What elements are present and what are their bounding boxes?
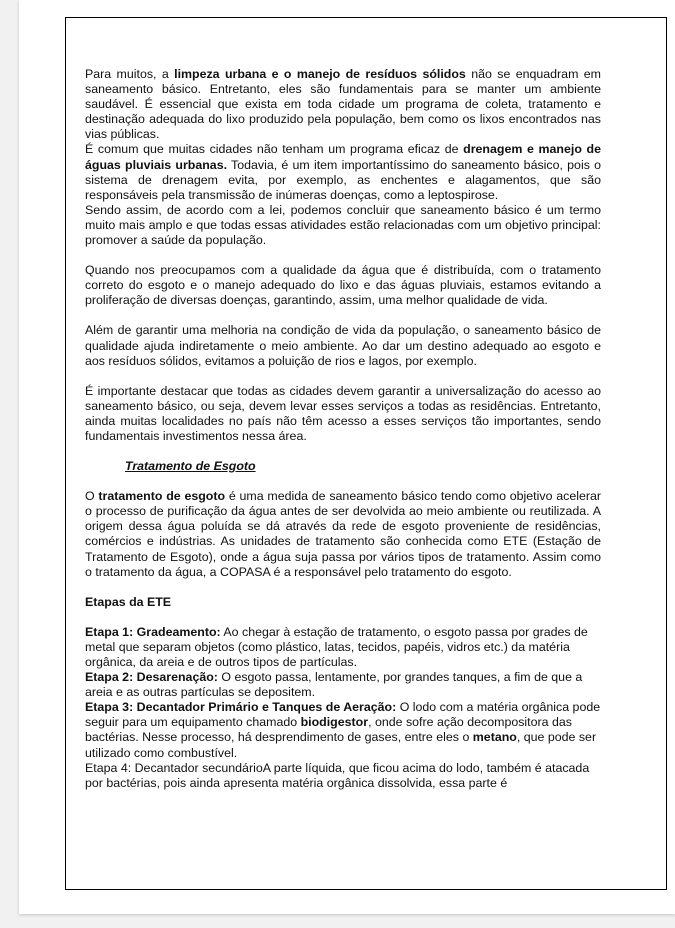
paragraph [85, 384, 601, 444]
paragraph [85, 489, 601, 580]
paragraph [85, 700, 601, 760]
text-run: É comum que muitas cidades não tenham um programa eficaz de [85, 142, 464, 157]
bold-text: Etapa 3: Decantador Primário e Tanques de Aeração: [85, 700, 397, 715]
text-run: Ao chegar à estação de tratamento, o esgoto passa por grades de metal que separam objetos (como plástico, latas, tecidos, papéis, vidros etc.) da matéria orgânica, da areia e de outros tipos de partículas. [85, 624, 588, 669]
spacer [85, 610, 601, 625]
text-run: Além de garantir uma melhoria na condição de vida da população, o saneamento básico de qualidade ajuda indiretamente o meio ambiente. Ao dar um destino adequado ao esgoto e aos resíduos sólidos, evitamos a poluição de rios e lagos, por exemplo. [85, 323, 601, 368]
paragraph [85, 67, 601, 142]
text-run: , que pode ser utilizado como combustível. [85, 730, 597, 760]
bold-text: metano [472, 730, 517, 745]
steps-title: Etapas da ETE [85, 594, 172, 609]
text-run: Quando nos preocupamos com a qualidade da água que é distribuída, com o tratamento correto do esgoto e o manejo adequado do lixo e das águas pluviais, estamos evitando a proliferação de diversas doenças, garantindo, assim, uma melhor qualidade de vida. [85, 263, 601, 308]
paragraph-gap [85, 308, 601, 323]
text-run: é uma medida de saneamento básico tendo como objetivo acelerar o processo de purificação da água antes de ser devolvida ao meio ambiente ou reutilizada. A origem dessa água poluída se dá através da rede de esgoto proveniente de residências, comércios e indústrias. As unidades de tratamento são conhecida como ETE (Estação de Tratamento de Esgoto), onde a água suja passa por vários tipos de tratamento. Assim como o tratamento da água, a COPASA é a responsável pelo tratamento do esgoto. [85, 489, 601, 579]
document-body [85, 67, 601, 791]
document-page [19, 0, 675, 914]
spacer [85, 580, 601, 595]
paragraph-gap [85, 369, 601, 384]
paragraph [85, 263, 601, 308]
treatment-section [85, 489, 601, 580]
spacer [85, 444, 601, 459]
text-run: Sendo assim, de acordo com a lei, podemos concluir que saneamento básico é um termo muito mais amplo e que todas essas atividades estão relacionadas com um objetivo principal: promover a saúde da população. [85, 202, 601, 248]
text-run: É importante destacar que todas as cidades devem garantir a universalização do acesso ao saneamento básico, ou seja, devem levar esses serviços a todas as residências. Entretanto, ainda muitas localidades no país não têm acesso a esses serviços tão importantes, sendo fundamentais investimentos nessa área. [85, 383, 601, 443]
intro-section [85, 67, 601, 444]
steps-section [85, 625, 601, 791]
text-run: O lodo com a matéria orgânica pode seguir para um equipamento chamado [85, 700, 601, 730]
paragraph [85, 625, 601, 670]
spacer [85, 474, 601, 489]
bold-text: limpeza urbana e o manejo de resíduos sólidos [174, 67, 466, 81]
text-run: O esgoto passa, lentamente, por grandes tanques, a fim de que a areia e as outras partículas se depositem. [85, 670, 583, 700]
paragraph [85, 142, 601, 202]
text-run: O [85, 489, 99, 504]
bold-text: biodigestor [300, 715, 369, 730]
text-run: Para muitos, a [85, 67, 175, 81]
bold-text: Etapa 2: Desarenação: [85, 670, 218, 685]
text-run: , onde sofre ação decompositora das bactérias. Nesse processo, há desprendimento de gases, entre eles o [85, 715, 572, 745]
text-run: Todavia, é um item importantíssimo do saneamento básico, pois o sistema de drenagem evita, por exemplo, as enchentes e alagamentos, que são responsáveis pela transmissão de inúmeras doenças, como a leptospirose. [85, 157, 602, 202]
paragraph-gap [85, 248, 601, 263]
text-run: não se enquadram em saneamento básico. Entretanto, eles são fundamentais para se manter um ambiente saudável. É essencial que exista em toda cidade um programa de coleta, tratamento e destinação adequada do lixo produzido pela população, bem como os lixos encontrados nas vias públicas. [85, 67, 601, 142]
paragraph [85, 670, 601, 700]
bold-text: tratamento de esgoto [98, 489, 226, 504]
text-run: Etapa 4: Decantador secundárioA parte líquida, que ficou acima do lodo, também é atacada por bactérias, pois ainda apresenta matéria orgânica dissolvida, essa parte é [85, 760, 590, 790]
paragraph [85, 323, 601, 368]
bold-text: drenagem e manejo de águas pluviais urbanas. [85, 142, 601, 172]
paragraph [85, 761, 601, 791]
paragraph [85, 203, 601, 248]
section-heading: Tratamento de Esgoto [125, 459, 256, 474]
bold-text: Etapa 1: Gradeamento: [85, 624, 221, 639]
